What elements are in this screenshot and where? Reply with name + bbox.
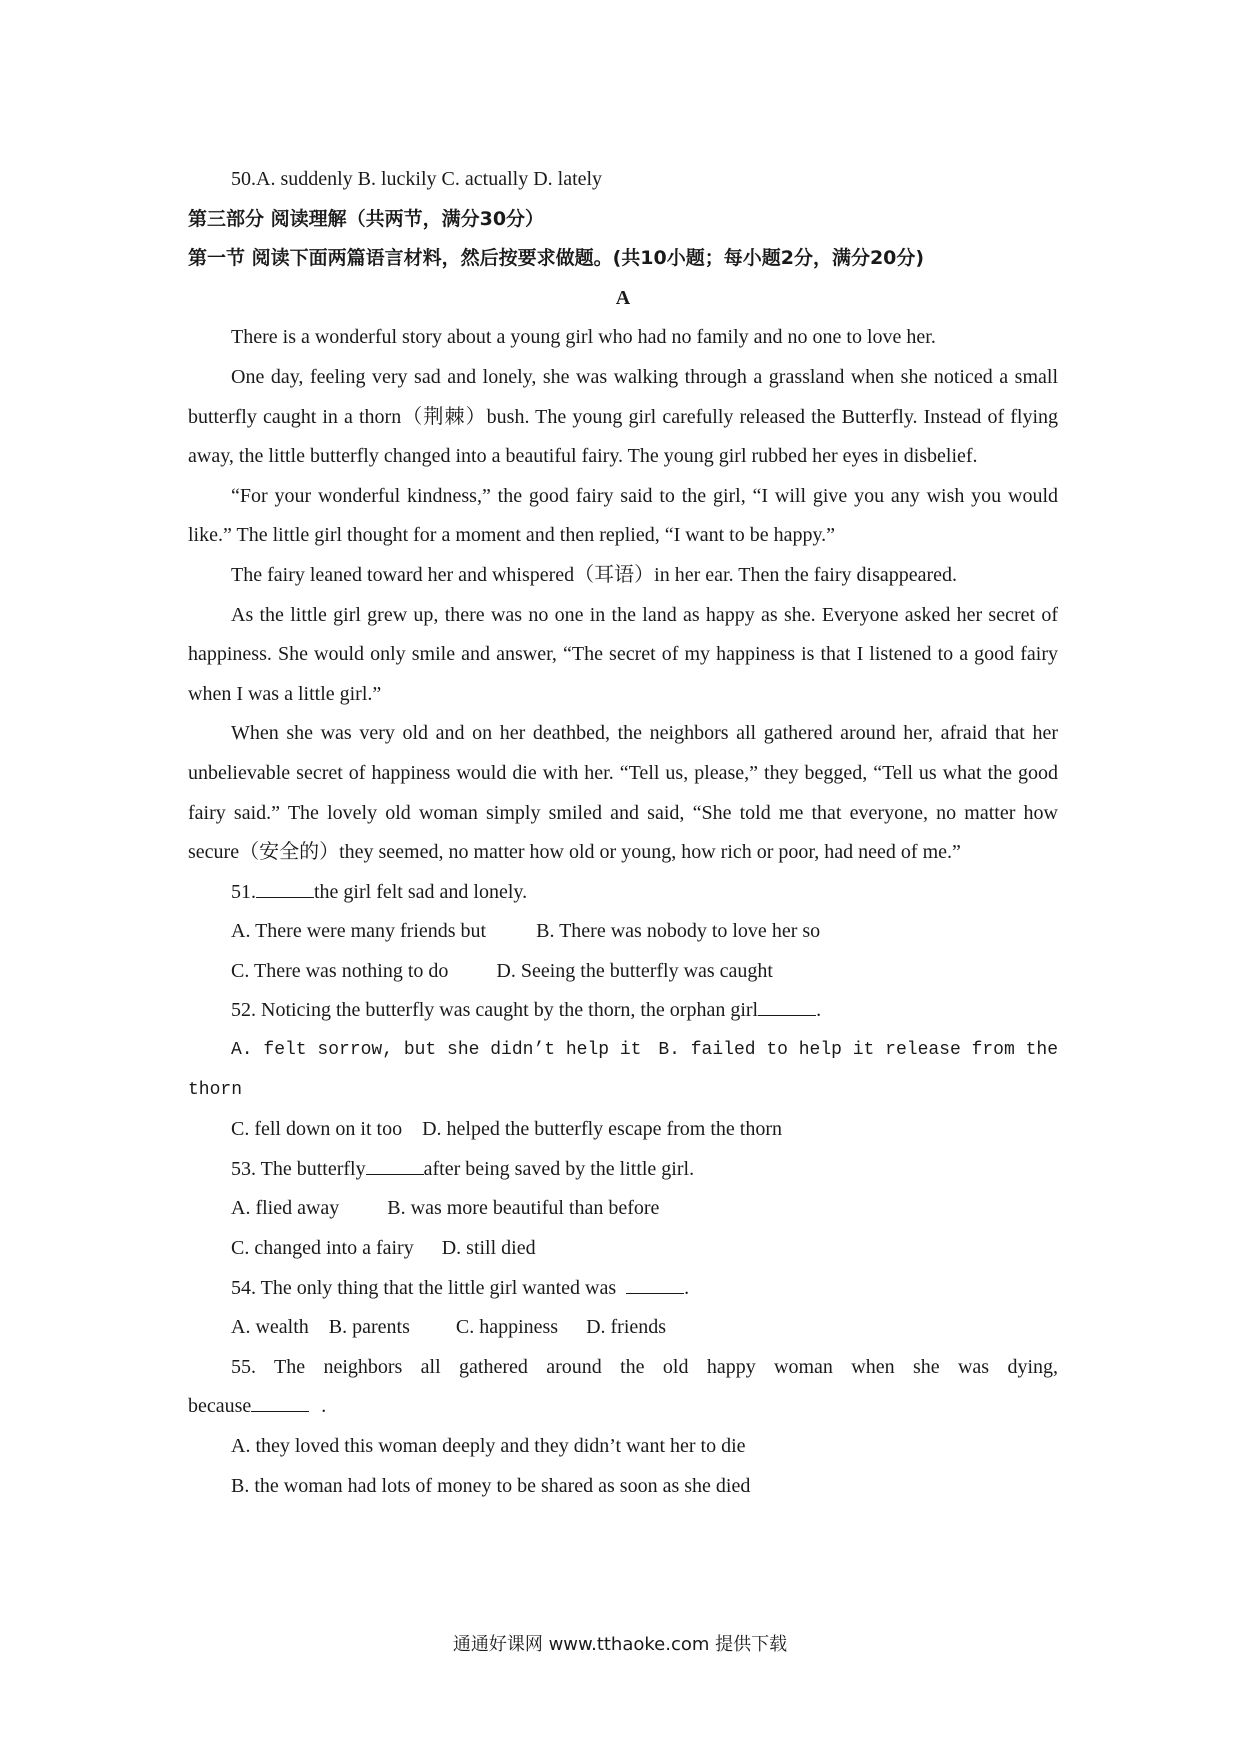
question-53-options-ab	[188, 1189, 1058, 1229]
passage-paragraph-2: One day, feeling very sad and lonely, she was walking through a grassland when she noticed a small butterfly caught in a thorn（荆棘）bush. The young girl carefully released the Butterfly. Instead of flying away, the little butterfly changed into a beautiful fairy. The young girl rubbed her eyes in disbelief.	[188, 365, 1058, 468]
question-53	[188, 1150, 1058, 1190]
option-d: D. Seeing the butterfly was caught	[496, 959, 773, 982]
question-54-options	[188, 1308, 1058, 1348]
question-51-options-cd	[188, 952, 1058, 992]
option-d: D. still died	[441, 1237, 536, 1260]
question-52-options-cd	[188, 1110, 1058, 1150]
option-a: A. There were many friends but	[231, 920, 487, 943]
question-stem: 52. Noticing the butterfly was caught by the thorn, the orphan girl	[231, 999, 759, 1022]
passage-paragraph-6: When she was very old and on her deathbed, the neighbors all gathered around her, afraid that her unbelievable secret of happiness would die with her. “Tell us, please,” they begged, “Tell us what the good fairy said.” The lovely old woman simply smiled and said, “She told me that everyone, no matter how secure（安全的）they seemed, no matter how old or young, how rich or poor, had need of me.”	[188, 722, 1058, 864]
option-c: C. There was nothing to do	[231, 959, 449, 982]
option-d: D. helped the butterfly escape from the thorn	[422, 1118, 782, 1141]
option-a: A. felt sorrow, but she didn’t help it	[231, 1040, 642, 1061]
question-50: 50.A. suddenly B. luckily C. actually D. lately	[231, 168, 603, 190]
part3-heading: 第三部分 阅读理解（共两节，满分30分）	[188, 207, 545, 230]
question-52: 52. Noticing the butterfly was caught by the thorn, the orphan girl .	[231, 999, 822, 1022]
option-d: D. friends	[586, 1316, 667, 1339]
option-b: B. There was nobody to love her so	[536, 920, 821, 943]
question-51-options-ab	[188, 912, 1058, 952]
passage-paragraph-3: “For your wonderful kindness,” the good fairy said to the girl, “I will give you any wish you would like.” The little girl thought for a moment and then replied, “I want to be happy.”	[188, 484, 1058, 547]
question-51	[188, 873, 1058, 913]
question-55-option-b: B. the woman had lots of money to be shared as soon as she died	[231, 1474, 751, 1497]
option-c: C. changed into a fairy	[231, 1237, 414, 1260]
passage-paragraph-1: There is a wonderful story about a young girl who had no family and no one to love her.	[231, 326, 936, 349]
option-c: C. happiness	[455, 1316, 559, 1339]
section1-heading: 第一节 阅读下面两篇语言材料，然后按要求做题。(共10小题；每小题2分，满分20分)	[188, 247, 925, 270]
page-footer: 通通好课网 www.tthaoke.com 提供下载	[452, 1634, 788, 1655]
question-55: 55. The neighbors all gathered around the old happy woman when she was dying,	[231, 1355, 1058, 1378]
answer-blank	[366, 1156, 424, 1175]
question-55-continued: because .	[188, 1395, 327, 1418]
answer-blank	[256, 879, 314, 898]
question-54: 54. The only thing that the little girl wanted was .	[231, 1276, 690, 1299]
question-53-options-cd	[188, 1229, 1058, 1269]
exam-page	[188, 160, 1058, 1506]
answer-blank	[758, 997, 816, 1016]
option-c: C. fell down on it too	[231, 1118, 403, 1141]
answer-blank	[626, 1275, 684, 1294]
option-b: B. failed to help it release from the	[658, 1040, 1058, 1061]
question-number: 51.	[231, 880, 256, 903]
question-stem-end: because	[188, 1395, 252, 1418]
option-b: B. was more beautiful than before	[387, 1197, 660, 1220]
passage-paragraph-5: As the little girl grew up, there was no one in the land as happy as she. Everyone asked her secret of happiness. She would only smile and answer, “The secret of my happiness is that I listened to a good fairy when I was a little girl.”	[188, 603, 1058, 705]
question-52-options-ab	[188, 1031, 1058, 1071]
question-stem: the girl felt sad and lonely.	[314, 880, 528, 903]
passage-paragraph-4: The fairy leaned toward her and whispered（耳语）in her ear. Then the fairy disappeared.	[231, 563, 958, 586]
question-55-option-a: A. they loved this woman deeply and they didn’t want her to die	[231, 1435, 746, 1457]
option-b: B. parents	[328, 1316, 410, 1339]
answer-blank	[251, 1393, 309, 1412]
question-stem-end: after being saved by the little girl.	[423, 1157, 695, 1180]
question-52-option-b-continued: thorn	[188, 1079, 243, 1100]
passage-label: A	[615, 286, 631, 309]
question-stem: 54. The only thing that the little girl wanted was	[231, 1276, 617, 1299]
option-a: A. flied away	[231, 1197, 340, 1220]
question-stem-start: 53. The butterfly	[231, 1157, 366, 1180]
option-a: A. wealth	[231, 1316, 309, 1339]
